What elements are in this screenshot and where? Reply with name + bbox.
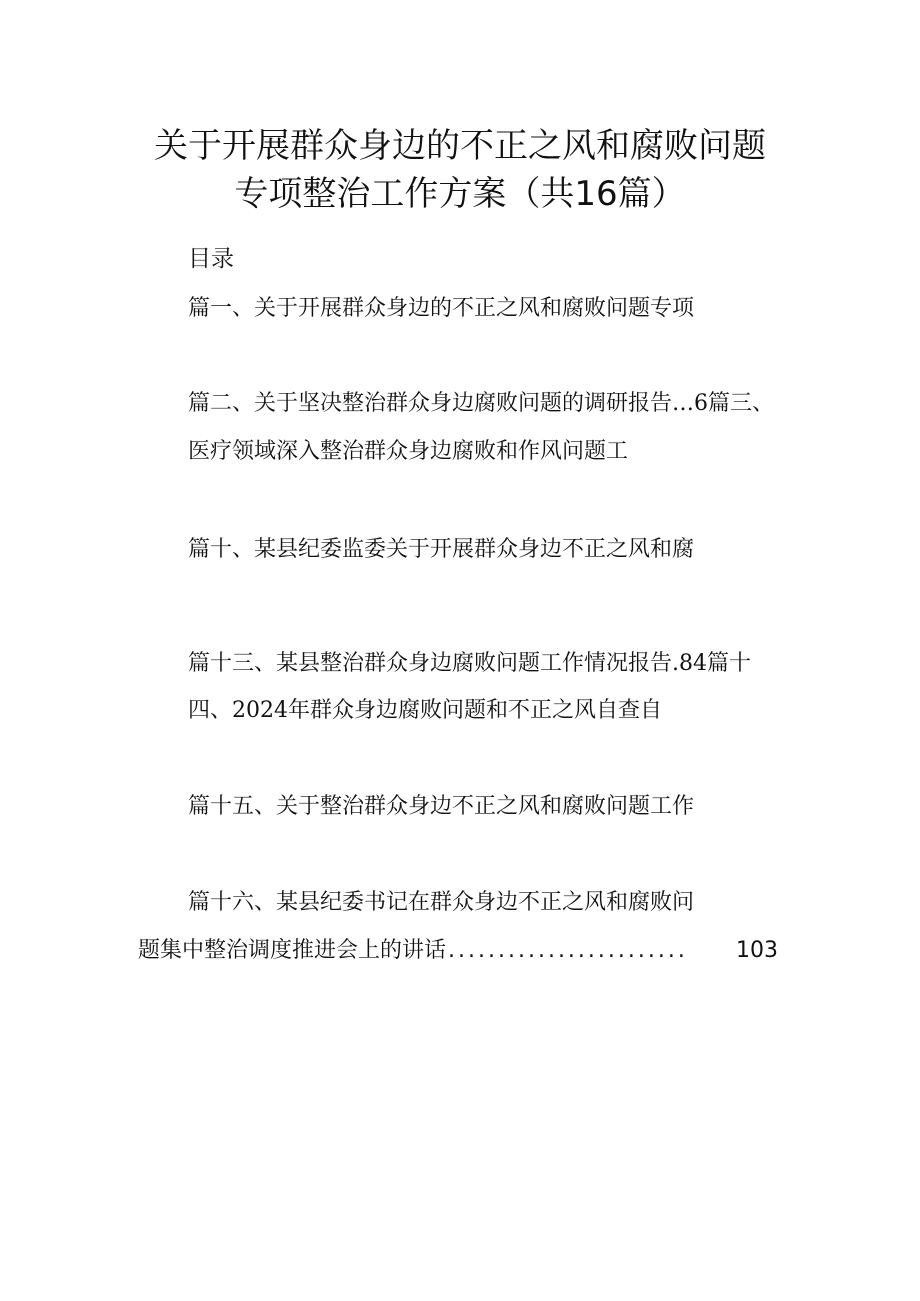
toc-entry-3: 医疗领域深入整治群众身边腐败和作风问题工 <box>188 439 629 464</box>
title-line-1: 关于开展群众身边的不正之风和腐败问题 <box>154 126 766 166</box>
toc-entry-14: 四、2024年群众身边腐败问题和不正之风自查自 <box>188 698 662 723</box>
toc-entry-10: 篇十、某县纪委监委关于开展群众身边不正之风和腐 <box>188 537 695 562</box>
toc-entry-2: 篇二、关于坚决整治群众身边腐败问题的调研报告…6篇三、 <box>188 391 774 416</box>
title-line-2: 专项整治工作方案（共16篇） <box>234 174 686 214</box>
toc-heading: 目录 <box>188 246 234 272</box>
toc-entry-16: 篇十六、某县纪委书记在群众身边不正之风和腐败问 <box>188 890 695 915</box>
document-title <box>0 122 920 218</box>
toc-entry-16-continuation <box>138 936 778 966</box>
toc-entry-1: 篇一、关于开展群众身边的不正之风和腐败问题专项 <box>188 296 695 321</box>
toc-entry-15: 篇十五、关于整治群众身边不正之风和腐败问题工作 <box>188 794 695 819</box>
toc-entry-13: 篇十三、某县整治群众身边腐败问题工作情况报告.84篇十 <box>188 651 751 676</box>
toc-entry-text: 题集中整治调度推进会上的讲话 <box>138 938 447 963</box>
toc-page-number: 103 <box>736 938 778 963</box>
toc-dot-leader: ........................ <box>448 938 688 963</box>
